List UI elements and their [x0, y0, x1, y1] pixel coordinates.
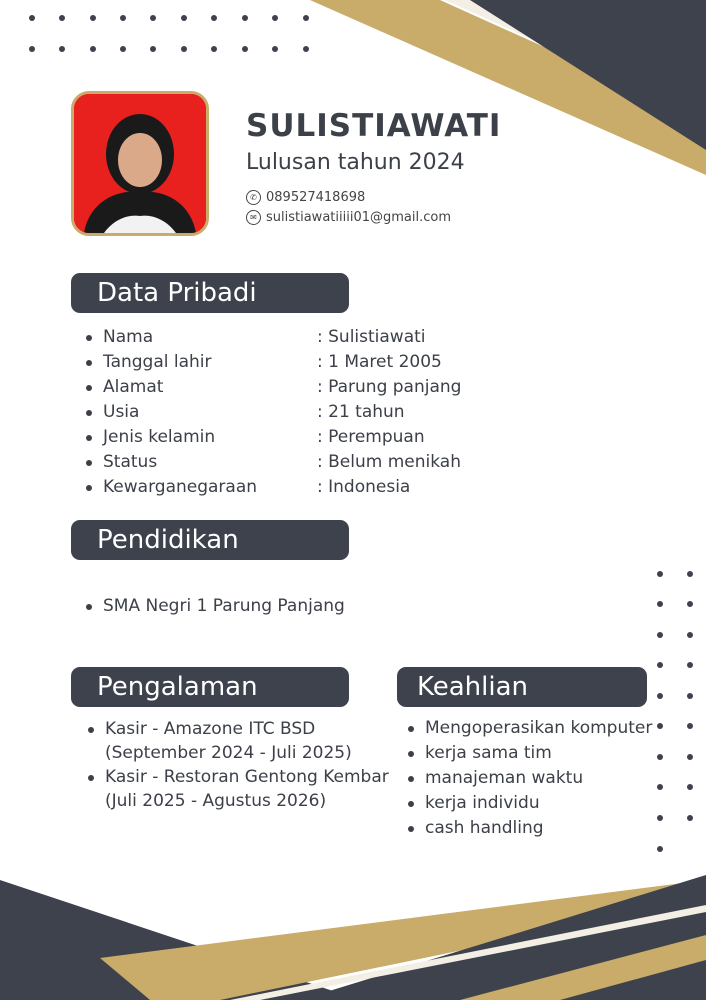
list-item: [86, 325, 461, 350]
section-heading-data-pribadi: Data Pribadi: [71, 273, 349, 313]
top-left-dot-grid: [22, 10, 322, 58]
list-item: cash handling: [408, 816, 652, 841]
list-item: [88, 765, 389, 813]
list-item: SMA Negri 1 Parung Panjang: [86, 594, 345, 619]
field-value: : 21 tahun: [317, 402, 405, 422]
list-item: [86, 350, 461, 375]
job-title: Kasir - Amazone ITC BSD: [105, 719, 316, 739]
field-label: Status: [103, 452, 158, 472]
phone-icon: ✆: [246, 190, 261, 205]
list-item: Mengoperasikan komputer: [408, 716, 652, 741]
list-item: [86, 400, 461, 425]
field-value: : Belum menikah: [317, 452, 461, 472]
field-value: : Parung panjang: [317, 377, 462, 397]
section-heading-keahlian: Keahlian: [397, 667, 647, 707]
field-value: : Indonesia: [317, 477, 411, 497]
phone-contact: [246, 190, 365, 205]
field-value: : Sulistiawati: [317, 327, 426, 347]
email-address: sulistiawatiiiii01@gmail.com: [266, 210, 451, 225]
list-item: kerja sama tim: [408, 741, 652, 766]
field-value: : Perempuan: [317, 427, 425, 447]
email-contact: [246, 210, 451, 225]
job-period: (Juli 2025 - Agustus 2026): [105, 791, 327, 811]
education-list: [86, 594, 345, 619]
right-dot-grid: [650, 565, 700, 860]
list-item: kerja individu: [408, 791, 652, 816]
list-item: manajeman waktu: [408, 766, 652, 791]
field-label: Alamat: [103, 377, 164, 397]
skills-list: [408, 716, 652, 841]
field-label: Usia: [103, 402, 140, 422]
field-label: Kewarganegaraan: [103, 477, 258, 497]
graduation-subtitle: Lulusan tahun 2024: [246, 150, 465, 175]
email-icon: ✉: [246, 210, 261, 225]
phone-number: 089527418698: [266, 190, 366, 205]
field-value: : 1 Maret 2005: [317, 352, 442, 372]
list-item: [86, 450, 461, 475]
job-period: (September 2024 - Juli 2025): [105, 743, 352, 763]
list-item: [86, 425, 461, 450]
experience-list: [88, 717, 389, 813]
job-title: Kasir - Restoran Gentong Kembar: [105, 767, 389, 787]
personal-data-list: [86, 325, 461, 500]
field-label: Nama: [103, 327, 154, 347]
field-label: Jenis kelamin: [103, 427, 216, 447]
section-heading-pengalaman: Pengalaman: [71, 667, 349, 707]
list-item: [86, 375, 461, 400]
person-name: SULISTIAWATI: [246, 108, 502, 144]
person-silhouette-icon: [74, 94, 206, 233]
section-heading-pendidikan: Pendidikan: [71, 520, 349, 560]
list-item: [86, 475, 461, 500]
profile-photo: [71, 91, 209, 236]
list-item: [88, 717, 389, 765]
field-label: Tanggal lahir: [103, 352, 212, 372]
